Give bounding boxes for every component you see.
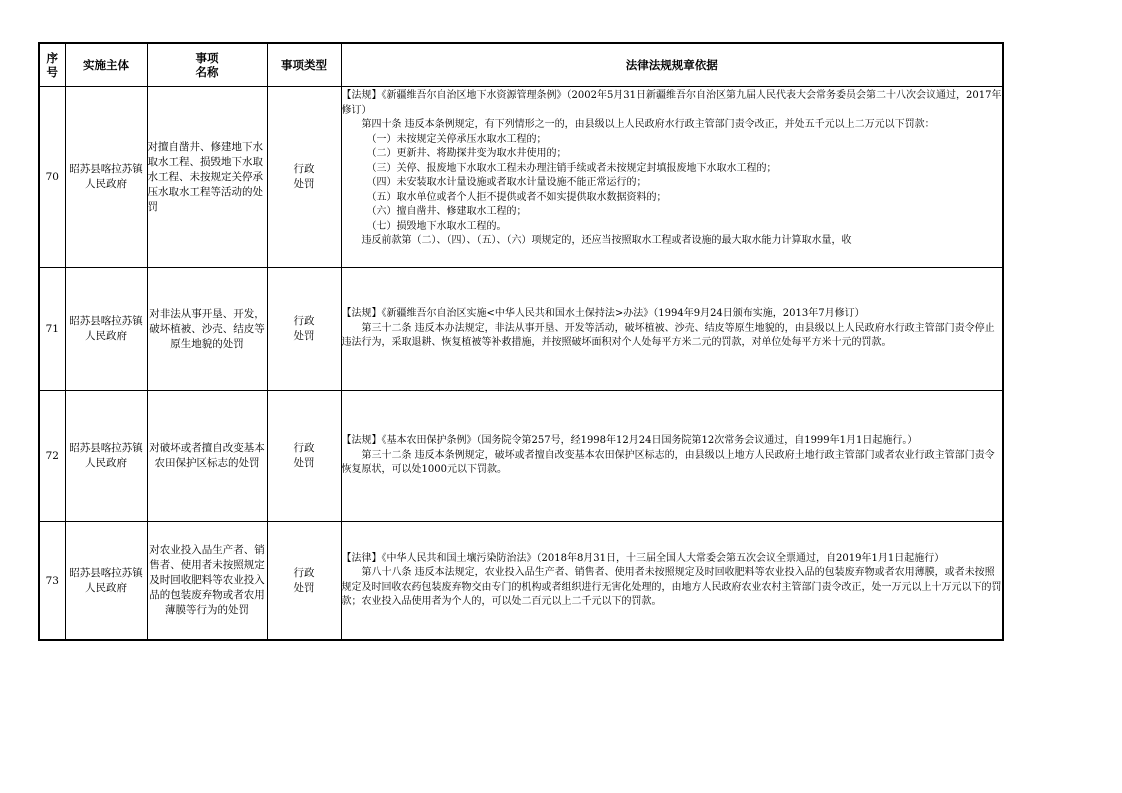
article-text: 第三十二条 违反本条例规定，破坏或者擅自改变基本农田保护区标志的，由县级以上地方人民政府土地行政主管部门或者农业行政主管部门责令恢复原状，可以处1000元以下罚款。 (341, 449, 995, 476)
item-name-cell: 对非法从事开垦、开发，破坏植被、沙壳、结皮等原生地貌的处罚 (147, 268, 267, 391)
article-text: 违反前款第（二）、（四）、（五）、（六）项规定的，还应当按照取水工程或者设施的最大取水能力计算取水量，收 (361, 235, 852, 246)
table-header-row (39, 43, 1003, 87)
article-clause: （二）更新井、将勘探井变为取水井使用的； (366, 148, 567, 159)
legal-basis-cell (341, 268, 1003, 391)
legal-basis-table (38, 42, 1004, 641)
regulation-title: 【法律】《中华人民共和国土壤污染防治法》（2018年8月31日，十三届全国人大常委会第五次会议全票通过，自2019年1月1日起施行） (341, 552, 945, 564)
item-type-cell: 行政处罚 (267, 522, 341, 641)
item-type-cell: 行政处罚 (267, 268, 341, 391)
header-name: 事项名称 (147, 43, 267, 87)
article-clause: （六）擅自凿井、修建取水工程的； (366, 206, 527, 217)
table-row (39, 87, 1003, 268)
legal-basis-text (342, 89, 1003, 264)
article-clause: （三）关停、报废地下水取水工程未办理注销手续或者未按规定封填报废地下水取水工程的； (366, 162, 777, 174)
agency-cell: 昭苏县喀拉苏镇人民政府 (65, 87, 147, 268)
article-text: 第四十条 违反本条例规定，有下列情形之一的，由县级以上人民政府水行政主管部门责令改正，并处五千元以上二万元以下罚款： (361, 119, 935, 130)
article-clause: （五）取水单位或者个人拒不提供或者不如实提供取水数据资料的； (366, 191, 667, 203)
regulation-title: 【法规】《基本农田保护条例》（国务院令第257号，经1998年12月24日国务院第12次常务会议通过，自1999年1月1日起施行。） (341, 435, 918, 447)
item-name-cell: 对农业投入品生产者、销售者、使用者未按照规定及时回收肥料等农业投入品的包装废弃物或者农用薄膜等行为的处罚 (147, 522, 267, 641)
item-name-cell: 对擅自凿井、修建地下水取水工程、损毁地下水取水工程、未按规定关停承压水取水工程等活动的处罚 (147, 87, 267, 268)
item-name-cell: 对破坏或者擅自改变基本农田保护区标志的处罚 (147, 391, 267, 522)
table-row (39, 522, 1003, 641)
row-number: 71 (39, 268, 65, 391)
header-basis: 法律法规规章依据 (341, 43, 1003, 87)
table-row (39, 268, 1003, 391)
article-clause: （一）未按规定关停承压水取水工程的； (366, 133, 547, 145)
item-type-cell: 行政处罚 (267, 391, 341, 522)
header-type: 事项类型 (267, 43, 341, 87)
item-type-cell: 行政处罚 (267, 87, 341, 268)
row-number: 73 (39, 522, 65, 641)
table-row (39, 391, 1003, 522)
header-agency: 实施主体 (65, 43, 147, 87)
article-clause: （四）未安装取水计量设施或者取水计量设施不能正常运行的； (366, 177, 647, 188)
regulation-title: 【法规】《新疆维吾尔自治区地下水资源管理条例》（2002年5月31日新疆维吾尔自治区第九届人民代表大会常务委员会第二十八次会议通过，2017年修订） (341, 90, 1002, 116)
legal-basis-cell (341, 87, 1003, 268)
row-number: 72 (39, 391, 65, 522)
legal-basis-cell (341, 522, 1003, 641)
header-num: 序号 (39, 43, 65, 87)
regulation-title: 【法规】《新疆维吾尔自治区实施<中华人民共和国水土保持法>办法》（1994年9月24日颁布实施，2013年7月修订） (341, 308, 865, 320)
agency-cell: 昭苏县喀拉苏镇人民政府 (65, 391, 147, 522)
article-text: 第三十二条 违反本办法规定，非法从事开垦、开发等活动，破坏植被、沙壳、结皮等原生地貌的，由县级以上人民政府水行政主管部门责令停止违法行为，采取退耕、恢复植被等补救措施，并按照破坏面积对个人处每平方米二元的罚款，对单位处每平方米十元的罚款。 (341, 322, 995, 349)
article-clause: （七）损毁地下水取水工程的。 (366, 220, 507, 232)
agency-cell: 昭苏县喀拉苏镇人民政府 (65, 268, 147, 391)
agency-cell: 昭苏县喀拉苏镇人民政府 (65, 522, 147, 641)
row-number: 70 (39, 87, 65, 268)
legal-basis-cell (341, 391, 1003, 522)
article-text: 第八十八条 违反本法规定，农业投入品生产者、销售者、使用者未按照规定及时回收肥料等农业投入品的包装废弃物或者农用薄膜，或者未按照规定及时回收农药包装废弃物交由专门的机构或者组织进行无害化处理的，由地方人民政府农业农村主管部门责令改正，处一万元以上十万元以下的罚款；农业投入品使用者为个人的，可以处二百元以上二千元以下的罚款。 (341, 567, 1002, 607)
